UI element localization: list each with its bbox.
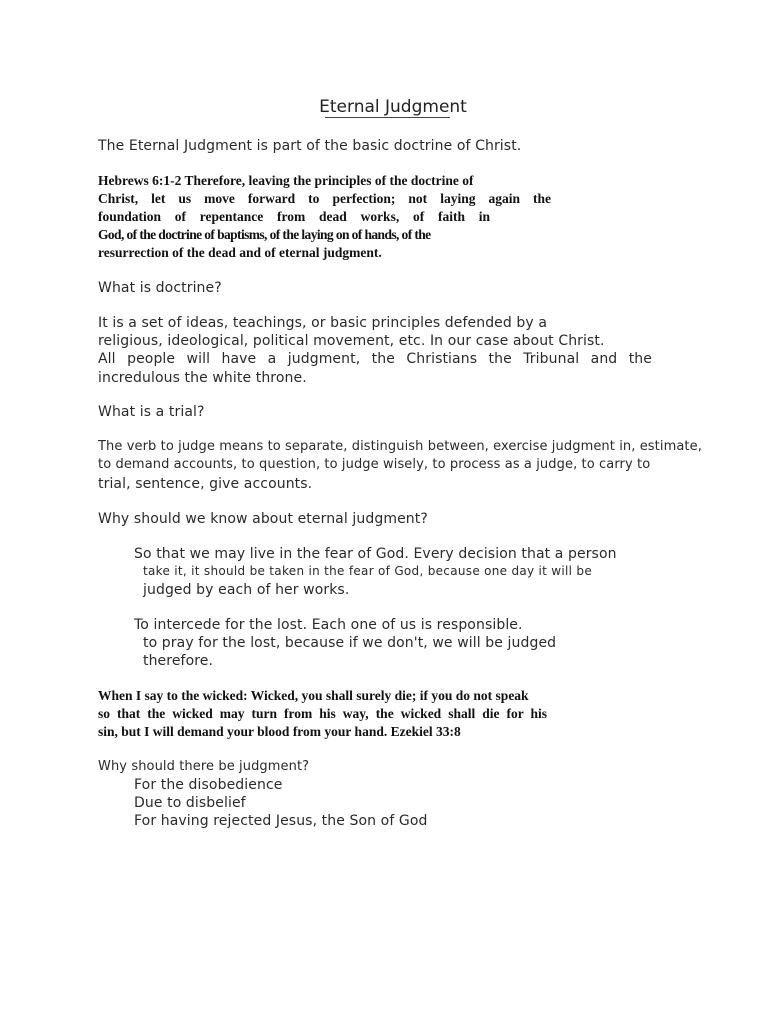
reason-line: So that we may live in the fear of God. Every decision that a person (134, 546, 617, 562)
question-doctrine: What is doctrine? (98, 280, 222, 296)
list-item: For having rejected Jesus, the Son of God (134, 813, 428, 829)
question-why-judgment: Why should there be judgment? (98, 759, 310, 774)
page-title: Eternal Judgment (319, 97, 467, 117)
answer-line: trial, sentence, give accounts. (98, 476, 313, 492)
answer-line: All people will have a judgment, the Christians the Tribunal and the (98, 351, 652, 367)
intro-text: The Eternal Judgment is part of the basic doctrine of Christ. (98, 138, 522, 154)
scripture-line: sin, but I will demand your blood from your hand. Ezekiel 33:8 (98, 724, 461, 739)
scripture-line: God, of the doctrine of baptisms, of the laying on of hands, of the (98, 227, 431, 242)
answer-line: The verb to judge means to separate, distinguish between, exercise judgment in, estimate, (98, 439, 702, 454)
scripture-line: so that the wicked may turn from his way, the wicked shall die for his (98, 706, 547, 721)
reason-line: judged by each of her works. (143, 582, 350, 598)
scripture-line: Christ, let us move forward to perfection; not laying again the (98, 191, 551, 206)
answer-line: religious, ideological, political movement, etc. In our case about Christ. (98, 333, 605, 349)
title-underline (325, 117, 450, 118)
reason-line: to pray for the lost, because if we don't, we will be judged (143, 635, 557, 651)
scripture-line: resurrection of the dead and of eternal judgment. (98, 245, 382, 260)
scripture-line: When I say to the wicked: Wicked, you shall surely die; if you do not speak (98, 688, 529, 703)
reason-line: therefore. (143, 653, 214, 669)
reason-line: take it, it should be taken in the fear of God, because one day it will be (143, 564, 593, 578)
answer-line: to demand accounts, to question, to judge wisely, to process as a judge, to carry to (98, 457, 651, 472)
answer-line: incredulous the white throne. (98, 370, 307, 386)
scripture-line: Hebrews 6:1-2 Therefore, leaving the principles of the doctrine of (98, 173, 474, 188)
list-item: Due to disbelief (134, 795, 246, 811)
question-trial: What is a trial? (98, 404, 205, 420)
list-item: For the disobedience (134, 777, 283, 793)
question-why-know: Why should we know about eternal judgment? (98, 511, 428, 527)
scripture-line: foundation of repentance from dead works, of faith in (98, 209, 490, 224)
reason-line: To intercede for the lost. Each one of us is responsible. (134, 617, 523, 633)
answer-line: It is a set of ideas, teachings, or basic principles defended by a (98, 315, 548, 331)
